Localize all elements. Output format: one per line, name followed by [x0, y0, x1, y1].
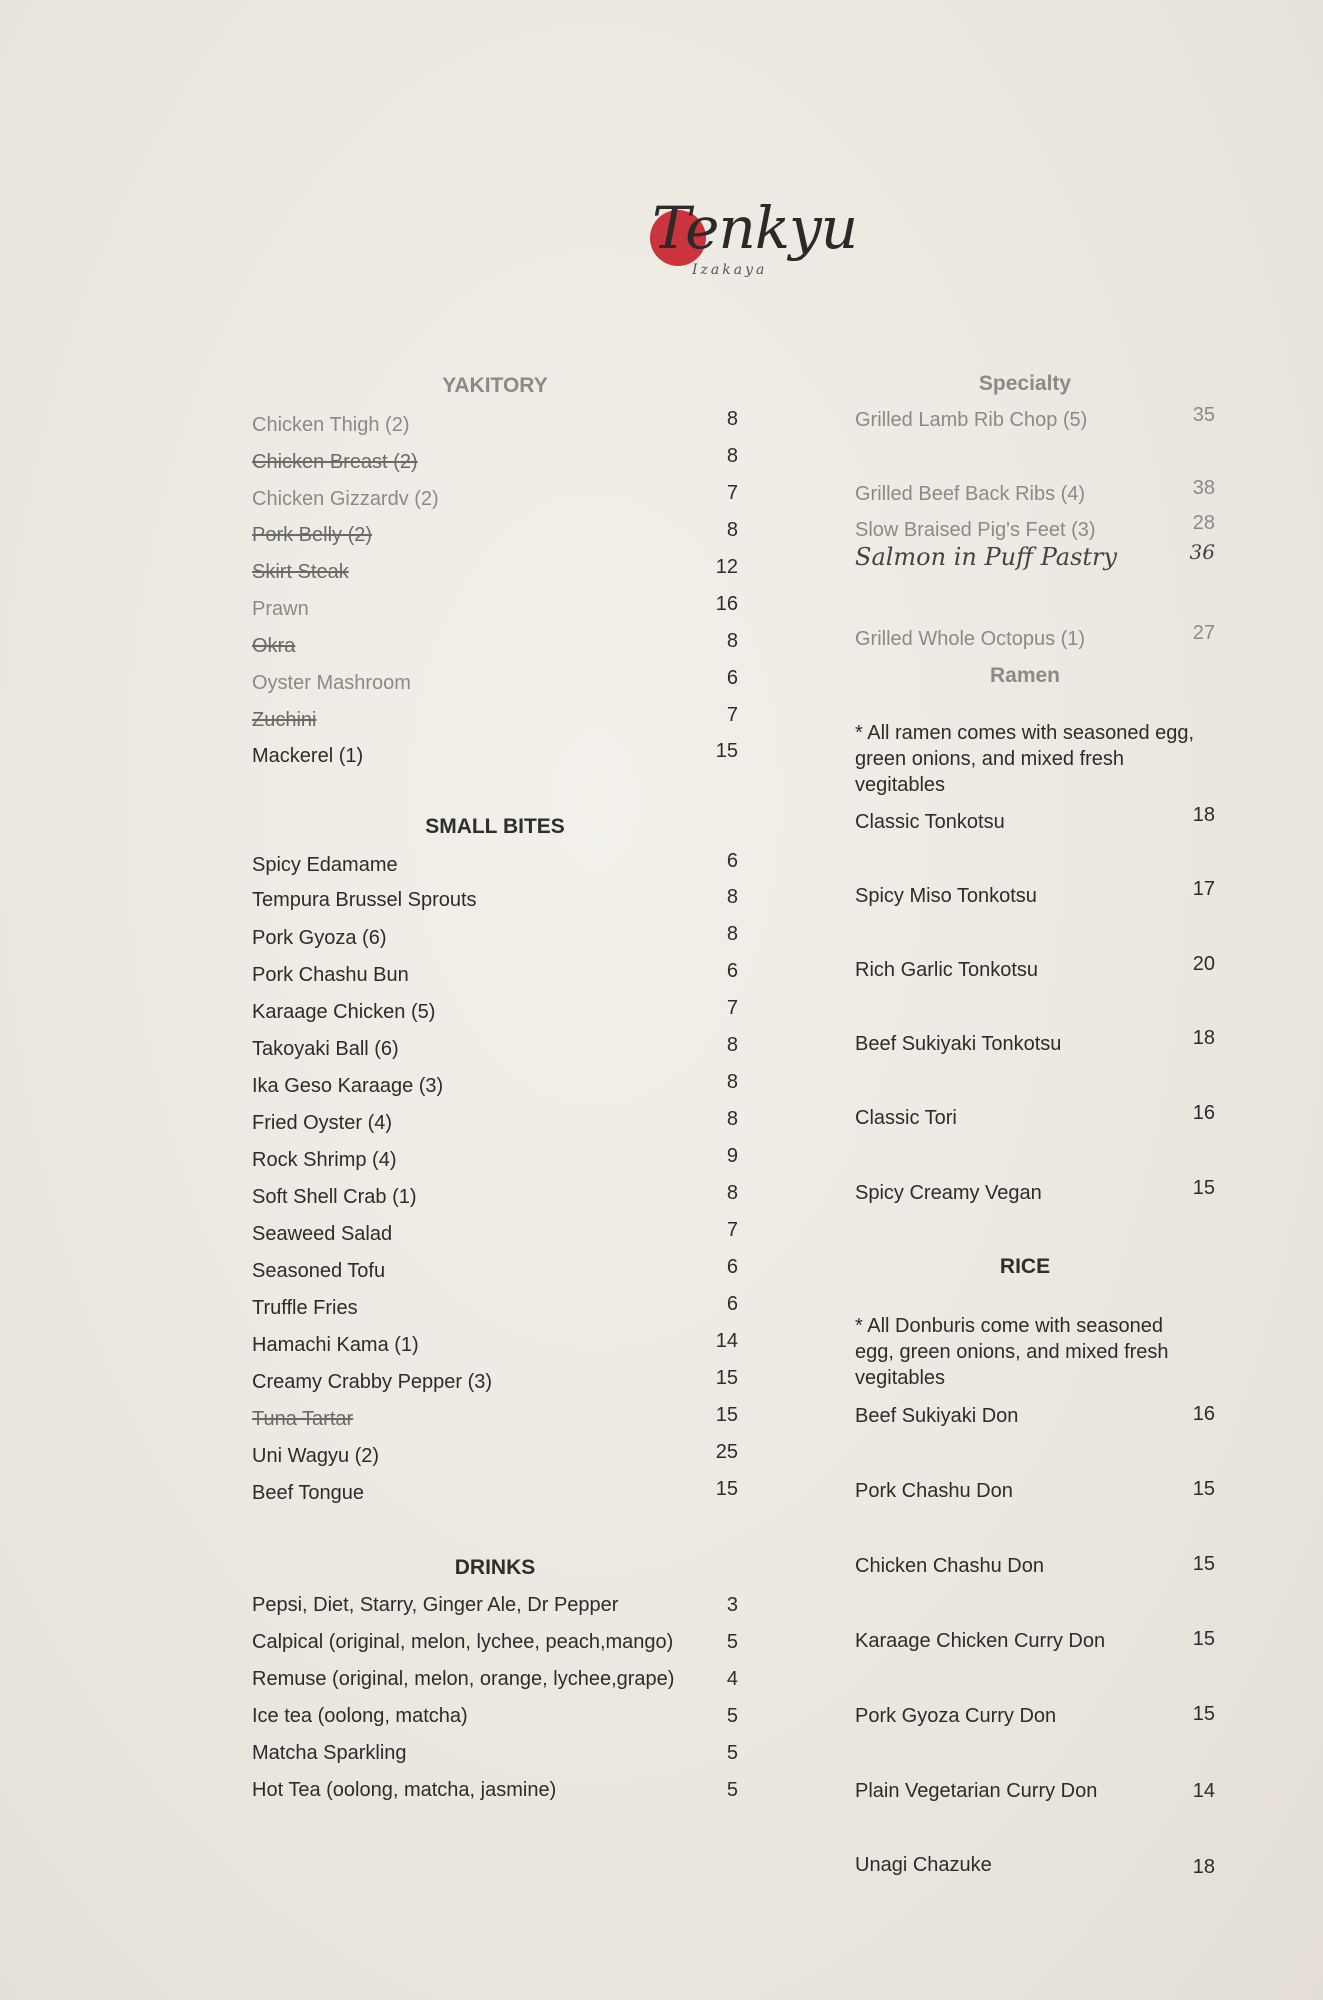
- rice-note: * All Donburis come with seasoned egg, green onions, and mixed fresh vegitables: [855, 1315, 1169, 1389]
- menu-item-name: Spicy Miso Tonkotsu: [855, 885, 1037, 907]
- menu-item-name: Creamy Crabby Pepper (3): [252, 1371, 493, 1393]
- menu-item-price: 8: [726, 445, 738, 467]
- logo-subtitle: Izakaya: [692, 262, 768, 278]
- menu-item-price: 16: [1192, 1102, 1215, 1124]
- menu-item-name: Grilled Lamb Rib Chop (5): [855, 409, 1088, 431]
- menu-item-price: 14: [1192, 1780, 1215, 1802]
- menu-item-price: 28: [1192, 512, 1215, 534]
- menu-item-name: Okra: [252, 635, 296, 657]
- menu-item-price: 25: [715, 1441, 738, 1463]
- section-title-rice: RICE: [999, 1255, 1051, 1278]
- menu-item-name: Seaweed Salad: [252, 1223, 393, 1245]
- menu-item-price: 15: [1192, 1177, 1215, 1199]
- menu-item-name: Hamachi Kama (1): [252, 1334, 419, 1356]
- logo-wordmark: Tenkyu: [652, 194, 858, 262]
- menu-item-price: 18: [1192, 1027, 1215, 1049]
- menu-item-price: 6: [726, 1256, 738, 1278]
- menu-item-name: Skirt Steak: [252, 561, 349, 583]
- menu-item-name: Spicy Edamame: [252, 854, 398, 876]
- menu-item-name: Pork Chashu Don: [855, 1480, 1013, 1502]
- menu-item-name: Chicken Gizzardv (2): [252, 488, 439, 510]
- menu-item-price: 15: [715, 1367, 738, 1389]
- menu-item-name: Calpical (original, melon, lychee, peach,mango): [252, 1631, 674, 1653]
- menu-item-price: 15: [715, 740, 738, 762]
- menu-item-name: Pork Chashu Bun: [252, 964, 409, 986]
- menu-item-price: 7: [726, 997, 738, 1019]
- menu-item-price: 17: [1192, 878, 1215, 900]
- menu-item-price: 8: [726, 630, 738, 652]
- menu-item-name: Rock Shrimp (4): [252, 1149, 397, 1171]
- menu-item-price: 8: [726, 886, 738, 908]
- menu-item-name: Beef Sukiyaki Tonkotsu: [855, 1033, 1062, 1055]
- menu-item-price: 5: [726, 1779, 738, 1801]
- menu-item-name: Plain Vegetarian Curry Don: [855, 1780, 1098, 1802]
- menu-item-name: Pork Gyoza (6): [252, 927, 387, 949]
- menu-item-price: 15: [1192, 1703, 1215, 1725]
- menu-item-price: 6: [726, 667, 738, 689]
- menu-item-name: Tempura Brussel Sprouts: [252, 889, 477, 911]
- section-title-ramen: Ramen: [989, 664, 1061, 687]
- menu-item-name: Zuchini: [252, 709, 317, 731]
- handwritten-menu-item-name: Salmon in Puff Pastry: [855, 543, 1118, 571]
- menu-item-name: Karaage Chicken Curry Don: [855, 1630, 1106, 1652]
- menu-item-price: 8: [726, 408, 738, 430]
- menu-item-name: Pepsi, Diet, Starry, Ginger Ale, Dr Pepper: [252, 1594, 619, 1616]
- menu-item-name: Unagi Chazuke: [855, 1854, 992, 1876]
- menu-item-price: 6: [726, 1293, 738, 1315]
- menu-item-name: Classic Tonkotsu: [855, 811, 1005, 833]
- menu-item-price: 15: [1192, 1553, 1215, 1575]
- menu-item-price: 8: [726, 519, 738, 541]
- menu-item-name: Soft Shell Crab (1): [252, 1186, 417, 1208]
- section-title-small-bites: SMALL BITES: [425, 815, 565, 838]
- menu-item-price: 6: [726, 850, 738, 872]
- menu-item-name: Slow Braised Pig's Feet (3): [855, 519, 1096, 541]
- menu-item-price: 7: [726, 1219, 738, 1241]
- menu-item-price: 9: [726, 1145, 738, 1167]
- menu-item-price: 4: [726, 1668, 738, 1690]
- menu-item-price: 5: [726, 1705, 738, 1727]
- ramen-note: * All ramen comes with seasoned egg, green onions, and mixed fresh vegitables: [855, 722, 1195, 796]
- menu-item-name: Grilled Beef Back Ribs (4): [855, 483, 1086, 505]
- menu-item-price: 14: [715, 1330, 738, 1352]
- menu-item-price: 7: [726, 704, 738, 726]
- menu-item-price: 18: [1192, 804, 1215, 826]
- menu-item-price: 8: [726, 1182, 738, 1204]
- menu-item-name: Spicy Creamy Vegan: [855, 1182, 1042, 1204]
- menu-item-name: Beef Tongue: [252, 1482, 364, 1504]
- menu-item-price: 15: [1192, 1478, 1215, 1500]
- menu-item-price: 8: [726, 923, 738, 945]
- menu-item-price: 5: [726, 1631, 738, 1653]
- menu-item-price: 15: [715, 1478, 738, 1500]
- menu-item-name: Pork Gyoza Curry Don: [855, 1705, 1057, 1727]
- menu-item-price: 18: [1192, 1856, 1215, 1878]
- menu-item-name: Uni Wagyu (2): [252, 1445, 380, 1467]
- section-title-yakitory: YAKITORY: [442, 374, 548, 397]
- menu-item-price: 27: [1192, 622, 1215, 644]
- menu-item-name: Chicken Chashu Don: [855, 1555, 1044, 1577]
- menu-item-name: Rich Garlic Tonkotsu: [855, 959, 1039, 981]
- menu-item-price: 7: [726, 482, 738, 504]
- menu-item-price: 20: [1192, 953, 1215, 975]
- menu-item-name: Grilled Whole Octopus (1): [855, 628, 1086, 650]
- menu-item-name: Karaage Chicken (5): [252, 1001, 436, 1023]
- menu-item-price: 15: [1192, 1628, 1215, 1650]
- menu-item-price: 16: [1192, 1403, 1215, 1425]
- menu-item-name: Matcha Sparkling: [252, 1742, 407, 1764]
- section-title-drinks: DRINKS: [454, 1556, 536, 1579]
- menu-item-price: 6: [726, 960, 738, 982]
- menu-item-name: Prawn: [252, 598, 309, 620]
- menu-item-name: Mackerel (1): [252, 745, 364, 767]
- handwritten-menu-item-price: 36: [1189, 540, 1215, 564]
- menu-item-name: Ika Geso Karaage (3): [252, 1075, 444, 1097]
- menu-item-name: Hot Tea (oolong, matcha, jasmine): [252, 1779, 557, 1801]
- menu-item-name: Beef Sukiyaki Don: [855, 1405, 1019, 1427]
- menu-item-name: Remuse (original, melon, orange, lychee,grape): [252, 1668, 675, 1690]
- menu-item-price: 3: [726, 1594, 738, 1616]
- menu-item-name: Tuna Tartar: [252, 1408, 354, 1430]
- menu-item-price: 8: [726, 1071, 738, 1093]
- menu-item-price: 12: [715, 556, 738, 578]
- menu-item-name: Oyster Mashroom: [252, 672, 411, 694]
- menu-item-name: Takoyaki Ball (6): [252, 1038, 399, 1060]
- menu-item-price: 35: [1192, 404, 1215, 426]
- menu-item-price: 8: [726, 1108, 738, 1130]
- section-title-specialty: Specialty: [978, 372, 1072, 395]
- menu-item-name: Pork Belly (2): [252, 524, 373, 546]
- menu-item-price: 8: [726, 1034, 738, 1056]
- menu-item-price: 15: [715, 1404, 738, 1426]
- menu-item-name: Truffle Fries: [252, 1297, 358, 1319]
- menu-item-name: Fried Oyster (4): [252, 1112, 393, 1134]
- menu-item-price: 38: [1192, 477, 1215, 499]
- menu-item-name: Ice tea (oolong, matcha): [252, 1705, 468, 1727]
- restaurant-logo: [628, 172, 858, 292]
- menu-item-name: Chicken Thigh (2): [252, 414, 410, 436]
- menu-item-price: 16: [715, 593, 738, 615]
- menu-item-name: Chicken Breast (2): [252, 451, 418, 473]
- menu-item-price: 5: [726, 1742, 738, 1764]
- menu-item-name: Classic Tori: [855, 1107, 957, 1129]
- menu-item-name: Seasoned Tofu: [252, 1260, 386, 1282]
